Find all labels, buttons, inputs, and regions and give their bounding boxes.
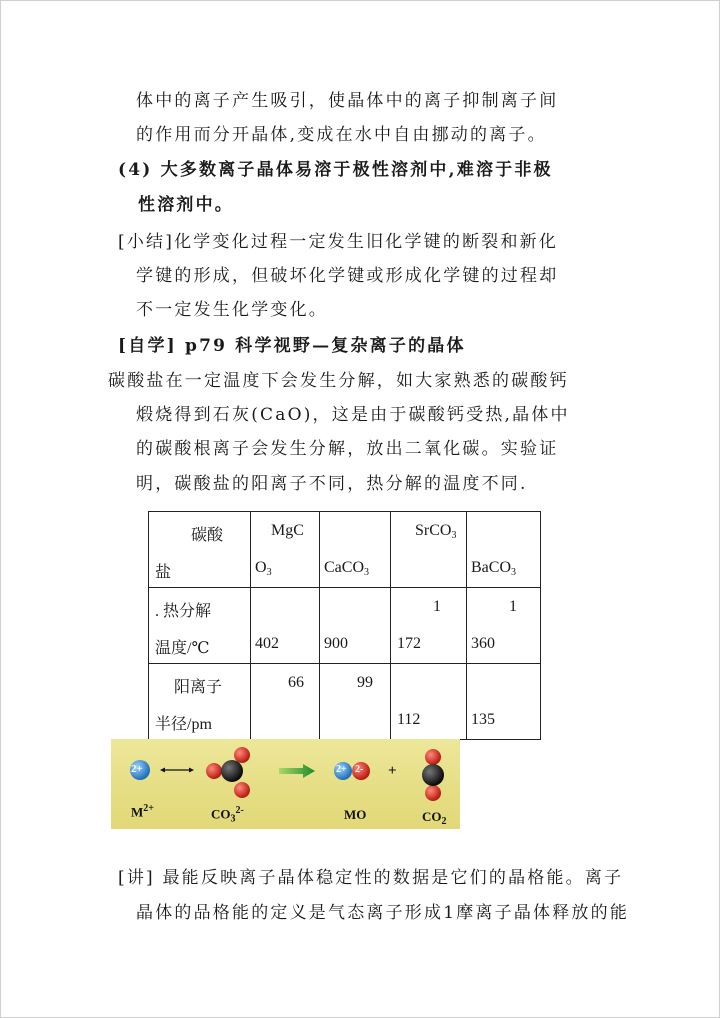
- carbon-sphere: [221, 760, 243, 782]
- ion-charge-label: 2+: [131, 763, 143, 775]
- table-cell: 1: [509, 598, 517, 615]
- superscript: 2-: [235, 805, 244, 816]
- table-cell: 99: [357, 674, 373, 691]
- co2-label: [422, 809, 447, 827]
- oxygen-sphere: [206, 763, 222, 779]
- table-cell: 66: [288, 674, 304, 691]
- table-cell: 1: [433, 598, 441, 615]
- co2-label-text: CO: [422, 809, 442, 824]
- subscript: 3: [451, 530, 457, 541]
- cation-label-text: M: [131, 804, 144, 820]
- ion-charge-label: 2-: [355, 764, 364, 775]
- text-line-6: 学键的形成，但破坏化学键或形成化学键的过程却: [136, 266, 559, 286]
- text-line-7: 不一定发生化学变化。: [136, 300, 328, 320]
- table-cell: BaCO: [471, 559, 511, 576]
- table-cell: SrCO: [415, 522, 452, 539]
- table-cell: 135: [471, 711, 495, 728]
- ion-charge-label: 2+: [336, 764, 347, 775]
- plus-sign: +: [388, 763, 397, 779]
- table-cell: MgC: [271, 522, 304, 539]
- table-cell: 172: [397, 635, 421, 652]
- text-line-9: 碳酸盐在一定温度下会发生分解，如大家熟悉的碳酸钙: [108, 371, 569, 391]
- table-cell: 阳离子: [174, 679, 223, 696]
- reaction-arrow: [279, 764, 315, 778]
- table-row: [149, 512, 541, 588]
- cation-label: [131, 803, 154, 820]
- oxygen-sphere: [234, 747, 250, 763]
- text-line-4: 性溶剂中。: [138, 195, 234, 215]
- text-line-13: [讲] 最能反映离子晶体稳定性的数据是它们的晶格能。离子: [118, 868, 624, 888]
- table-cell: 900: [324, 635, 348, 652]
- table-cell: 112: [397, 711, 421, 728]
- superscript: 2+: [143, 803, 154, 814]
- decomposition-diagram: [111, 739, 460, 829]
- oxygen-sphere: [425, 785, 441, 801]
- subscript: 3: [364, 567, 369, 578]
- table-cell: CaCO: [324, 559, 364, 576]
- oxide-label: MO: [344, 807, 367, 822]
- carbon-sphere: [422, 764, 444, 786]
- table-cell: 盐: [155, 564, 172, 581]
- text-line-14: 晶体的品格能的定义是气态离子形成1摩离子晶体释放的能: [136, 903, 630, 923]
- table-cell: . 热分解: [155, 603, 212, 620]
- oxygen-sphere: [425, 749, 441, 765]
- table-cell: 360: [471, 635, 495, 652]
- subscript: 2: [441, 816, 447, 827]
- table-cell: O: [255, 559, 267, 576]
- table-cell: 温度/℃: [155, 640, 210, 657]
- arrow-head-right: [189, 768, 194, 773]
- text-line-5: [小结]化学变化过程一定发生旧化学键的断裂和新化: [118, 232, 559, 252]
- text-line-8: [自学] p79 科学视野—复杂离子的晶体: [118, 336, 466, 356]
- text-line-3: (4) 大多数离子晶体易溶于极性溶剂中,难溶于非极: [118, 160, 553, 180]
- subscript: 3: [511, 567, 516, 578]
- table-cell: 402: [255, 635, 279, 652]
- text-line-2: 的作用而分开晶体,变成在水中自由挪动的离子。: [136, 125, 547, 145]
- oxygen-sphere: [234, 782, 250, 798]
- table-cell: 半径/pm: [155, 716, 212, 733]
- text-line-1: 体中的离子产生吸引，使晶体中的离子抑制离子间: [136, 91, 559, 111]
- carbonate-table: [148, 511, 541, 740]
- arrow-head-left: [160, 768, 165, 773]
- subscript: 3: [266, 567, 272, 578]
- table-cell: 碳酸: [191, 527, 224, 544]
- carbonate-label: [211, 805, 244, 824]
- text-line-12: 明，碳酸盐的阳离子不同，热分解的温度不同.: [136, 474, 528, 494]
- table-row: [149, 664, 541, 740]
- subscript: 3: [230, 813, 236, 825]
- carbonate-decomposition-figure: [111, 739, 460, 829]
- table-row: [149, 588, 541, 664]
- carbonate-label-text: CO: [211, 806, 231, 822]
- text-line-10: 煅烧得到石灰(CaO)，这是由于碳酸钙受热,晶体中: [136, 405, 570, 425]
- text-line-11: 的碳酸根离子会发生分解，放出二氧化碳。实验证: [136, 439, 559, 459]
